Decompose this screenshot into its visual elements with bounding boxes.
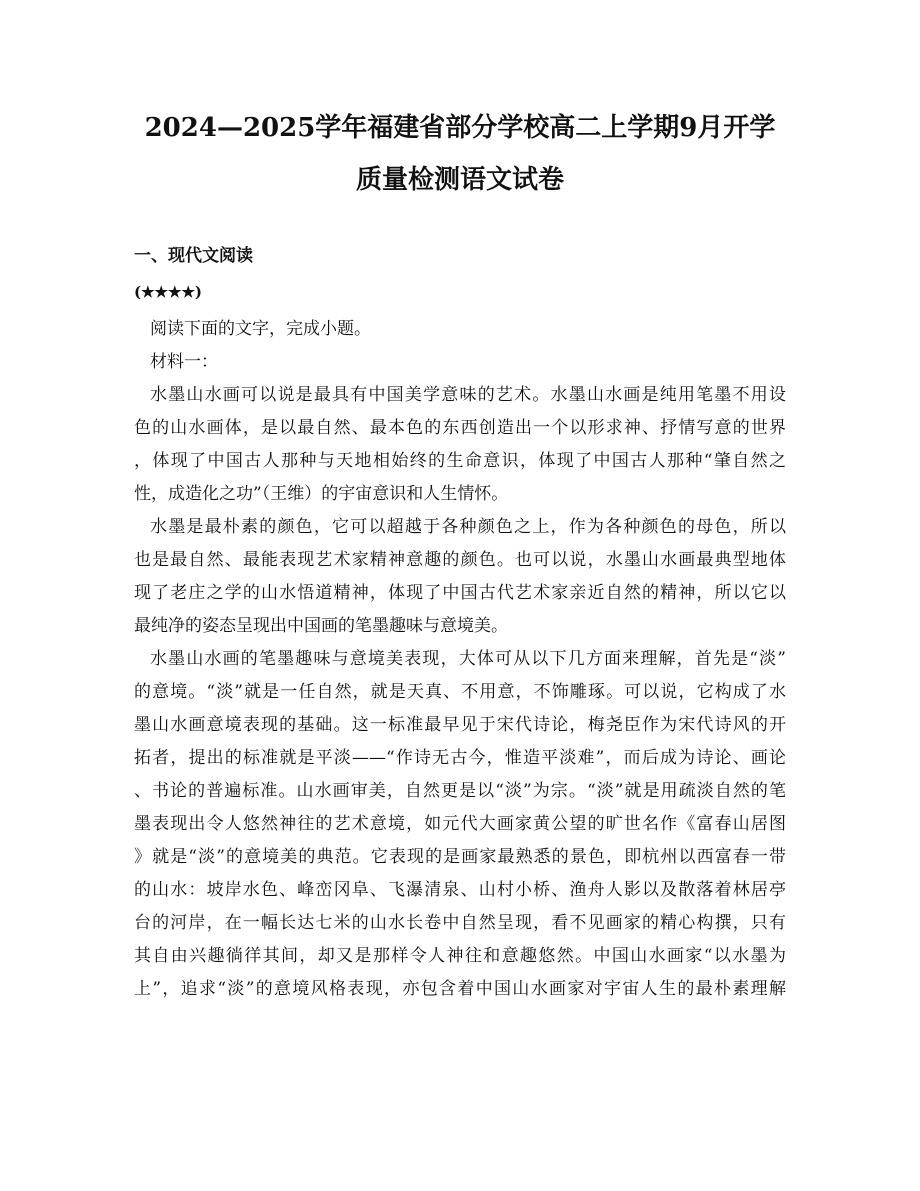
paragraph-line: 最纯净的姿态呈现出中国画的笔墨趣味与意境美。 <box>134 616 508 636</box>
paragraph-line: 性，成造化之功”（王维）的宇宙意识和人生情怀。 <box>134 484 509 504</box>
paragraph-line: 的意境。“淡”就是一任自然，就是天真、不用意，不饰雕琢。可以说，它构成了水 <box>134 682 786 702</box>
paragraph-line: 色的山水画体，是以最自然、最本色的东西创造出一个以形求神、抒情写意的世界 <box>134 418 786 438</box>
paragraph-line: 》就是“淡”的意境美的典范。它表现的是画家最熟悉的景色，即杭州以西富春一带 <box>134 847 786 867</box>
material-label: 材料一： <box>150 352 218 372</box>
paragraph-line: 水墨山水画的笔墨趣味与意境美表现，大体可从以下几方面来理解，首先是“淡” <box>150 649 786 669</box>
paragraph-line: 墨表现出令人悠然神往的艺术意境，如元代大画家黄公望的旷世名作《富春山居图 <box>134 814 786 834</box>
paragraph-line: 的山水：坡岸水色、峰峦冈阜、飞瀑清泉、山村小桥、渔舟人影以及散落着林居亭 <box>134 880 786 900</box>
paragraph-line: 上”，追求“淡”的意境风格表现，亦包含着中国山水画家对宇宙人生的最朴素理解 <box>134 979 786 999</box>
paragraph-line: 其自由兴趣徜徉其间，却又是那样令人神往和意趣悠然。中国山水画家“以水墨为 <box>134 946 786 966</box>
document-title-line-1: 2024—2025学年福建省部分学校高二上学期9月开学 <box>144 113 776 143</box>
difficulty-stars: (★★★★) <box>134 283 202 301</box>
instruction-text: 阅读下面的文字，完成小题。 <box>150 319 371 339</box>
paragraph-line: 水墨山水画可以说是最具有中国美学意味的艺术。水墨山水画是纯用笔墨不用设 <box>150 385 786 405</box>
paragraph-line: 、书论的普遍标准。山水画审美，自然更是以“淡”为宗。“淡”就是用疏淡自然的笔 <box>134 781 786 801</box>
paragraph-line: 墨山水画意境表现的基础。这一标准最早见于宋代诗论，梅尧臣作为宋代诗风的开 <box>134 715 786 735</box>
paragraph-line: 水墨是最朴素的颜色，它可以超越于各种颜色之上，作为各种颜色的母色，所以 <box>150 517 786 537</box>
section-heading: 一、现代文阅读 <box>134 246 253 266</box>
document-title-line-2: 质量检测语文试卷 <box>355 165 564 195</box>
paragraph-line: 现了老庄之学的山水悟道精神，体现了中国古代艺术家亲近自然的精神，所以它以 <box>134 583 786 603</box>
paragraph-line: 拓者，提出的标准就是平淡——“作诗无古今，惟造平淡难”，而后成为诗论、画论 <box>134 748 786 768</box>
paragraph-line: 台的河岸，在一幅长达七米的山水长卷中自然呈现，看不见画家的精心构撰，只有 <box>134 913 786 933</box>
paragraph-line: ，体现了中国古人那种与天地相始终的生命意识，体现了中国古人那种“肇自然之 <box>134 451 786 471</box>
paragraph-line: 也是最自然、最能表现艺术家精神意趣的颜色。也可以说，水墨山水画最典型地体 <box>134 550 786 570</box>
